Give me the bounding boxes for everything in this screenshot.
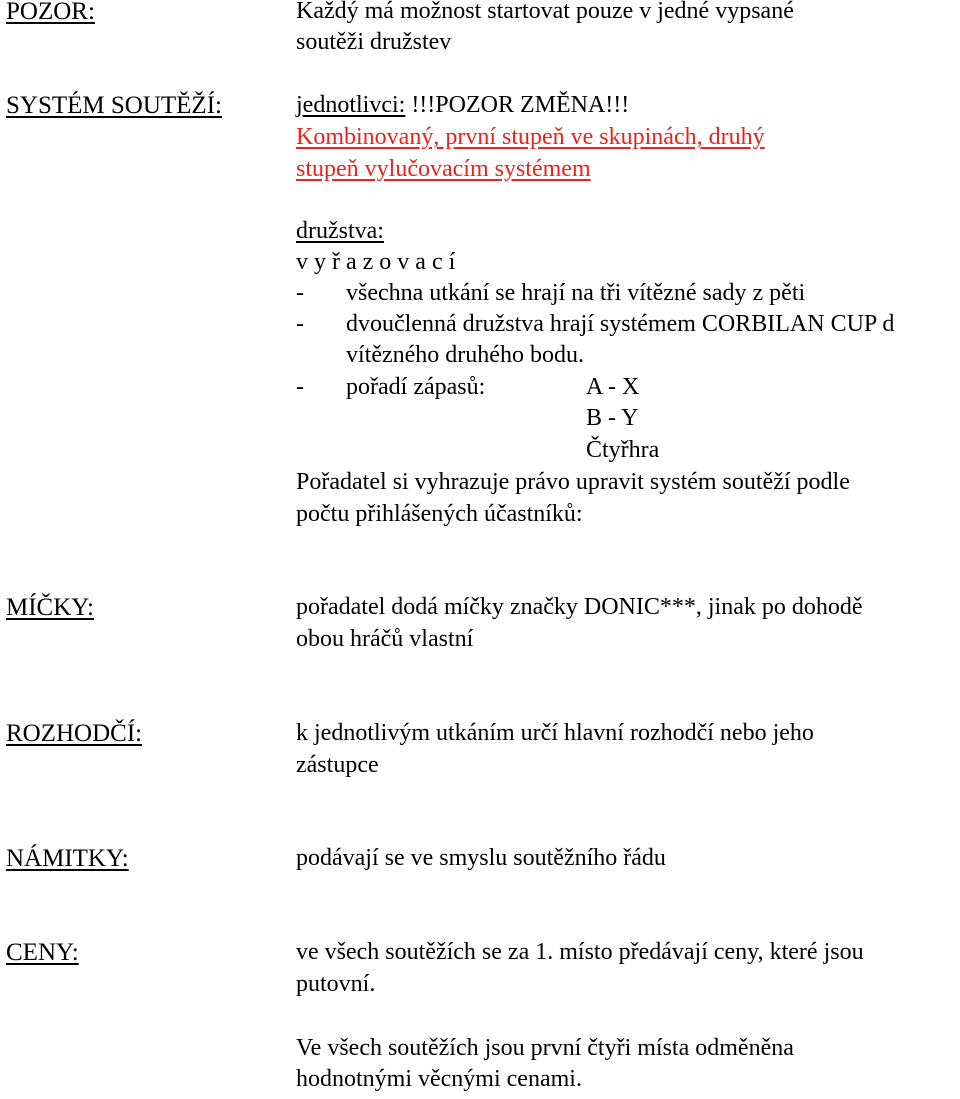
referees-label: ROZHODČÍ: (6, 720, 143, 747)
match-order-label: pořadí zápasů: (346, 374, 486, 400)
bullet-2-text-line-1: dvoučlenná družstva hrají systémem CORBILAN CUP d (346, 311, 895, 337)
prizes-text-line-1: ve všech soutěžích se za 1. místo předávají ceny, které jsou (296, 939, 864, 965)
individual-system-line-1: Kombinovaný, první stupeň ve skupinách, druhý (296, 124, 765, 150)
protests-label: NÁMITKY: (6, 845, 129, 872)
teams-type: v y ř a z o v a c í (296, 249, 456, 275)
teams-label: družstva: (296, 218, 384, 244)
individual-system-line-2: stupeň vylučovacím systémem (296, 156, 591, 182)
prizes-text-line-2: putovní. (296, 971, 376, 997)
pozor-text-line-2: soutěži družstev (296, 29, 452, 55)
bullet-dash-3: - (296, 374, 304, 400)
bullet-1-text: všechna utkání se hrají na tři vítězné sady z pěti (346, 280, 806, 306)
balls-text-line-2: obou hráčů vlastní (296, 626, 474, 652)
bullet-dash-2: - (296, 311, 304, 337)
individual-note: !!!POZOR ZMĚNA!!! (405, 92, 630, 118)
pozor-label: POZOR: (6, 0, 95, 25)
balls-text-line-1: pořadatel dodá míčky značky DONIC***, jinak po dohodě (296, 594, 863, 620)
protests-text: podávají se ve smyslu soutěžního řádu (296, 845, 666, 871)
bullet-2-text-line-2: vítězného druhého bodu. (346, 342, 584, 368)
match-3: Čtyřhra (586, 437, 660, 463)
match-1: A - X (586, 374, 640, 400)
match-2: B - Y (586, 405, 639, 431)
prizes-text-line-3: Ve všech soutěžích jsou první čtyři místa odměněna (296, 1035, 794, 1061)
prizes-text-line-4: hodnotnými věcnými cenami. (296, 1066, 582, 1092)
individual-label: jednotlivci: (296, 92, 406, 118)
balls-label: MÍČKY: (6, 594, 94, 621)
pozor-text-line-1: Každý má možnost startovat pouze v jedné vypsané (296, 0, 794, 24)
referees-text-line-1: k jednotlivým utkáním určí hlavní rozhodčí nebo jeho (296, 720, 814, 746)
organizer-note-line-1: Pořadatel si vyhrazuje právo upravit systém soutěží podle (296, 469, 850, 495)
system-label: SYSTÉM SOUTĚŽÍ: (6, 92, 222, 119)
bullet-dash-1: - (296, 280, 304, 306)
prizes-label: CENY: (6, 939, 79, 966)
referees-text-line-2: zástupce (296, 752, 379, 778)
individual-heading (296, 90, 629, 121)
organizer-note-line-2: počtu přihlášených účastníků: (296, 501, 583, 527)
